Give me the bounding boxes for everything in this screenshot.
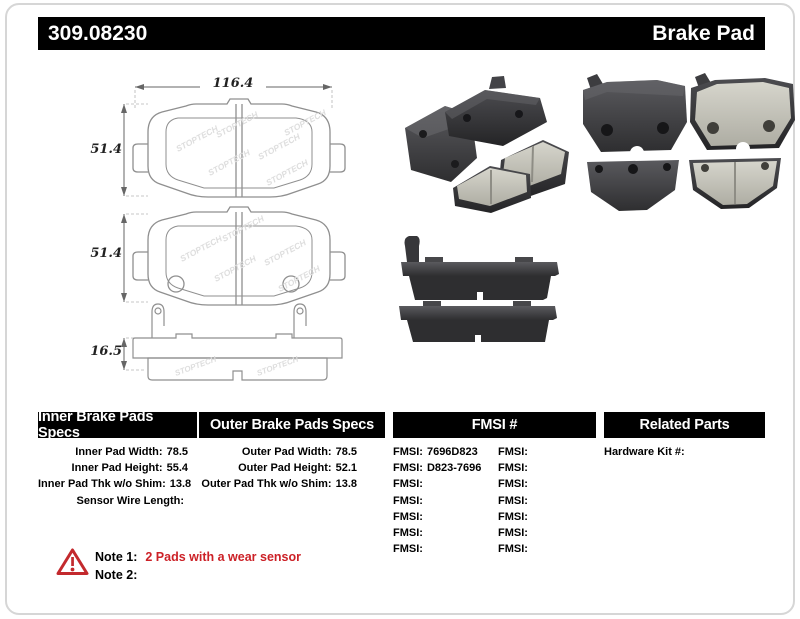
spec-row — [38, 476, 192, 492]
fmsi-label: FMSI: — [393, 462, 423, 475]
header-bar — [38, 17, 765, 50]
spec-row — [38, 460, 188, 476]
svg-text:STOPTECH: STOPTECH — [178, 233, 224, 264]
svg-text:STOPTECH: STOPTECH — [220, 213, 266, 244]
fmsi-row — [498, 460, 593, 476]
spec-row — [38, 493, 188, 509]
product-photos — [395, 70, 800, 360]
svg-text:STOPTECH: STOPTECH — [173, 354, 218, 378]
related-row — [604, 444, 765, 460]
spec-value: 55.4 — [166, 462, 188, 475]
page-title: Brake Pad — [652, 21, 755, 45]
fmsi-label: FMSI: — [498, 494, 528, 507]
spec-row — [199, 476, 357, 492]
inner-specs-header: Inner Brake Pads Specs — [38, 412, 197, 438]
stoptech-watermark — [174, 107, 328, 188]
outer-specs-column — [199, 444, 357, 493]
fmsi-row — [393, 493, 495, 509]
fmsi-row — [393, 476, 495, 492]
spec-row — [199, 460, 357, 476]
svg-text:STOPTECH: STOPTECH — [174, 123, 220, 154]
svg-text:STOPTECH: STOPTECH — [212, 253, 258, 284]
note-2 — [95, 566, 301, 584]
fmsi-label: FMSI: — [393, 494, 423, 507]
related-parts-column — [604, 444, 765, 460]
svg-text:STOPTECH: STOPTECH — [255, 354, 300, 378]
fmsi-label: FMSI: — [498, 527, 528, 540]
fmsi-label: FMSI: — [393, 543, 423, 556]
photo-pad-group-grid — [583, 73, 795, 211]
fmsi-row — [393, 444, 495, 460]
dimension-outer-height-label: 51.4 — [90, 142, 122, 157]
fmsi-column-1 — [393, 444, 495, 557]
svg-text:STOPTECH: STOPTECH — [264, 157, 310, 188]
fmsi-row — [393, 509, 495, 525]
fmsi-label: FMSI: — [393, 478, 423, 491]
inner-specs-column — [38, 444, 192, 509]
svg-text:STOPTECH: STOPTECH — [262, 237, 308, 268]
pad-side-view-drawing — [133, 304, 342, 380]
spec-row — [38, 444, 188, 460]
spec-label: Sensor Wire Length: — [76, 494, 184, 507]
photo-pad-group-scattered — [405, 76, 569, 213]
spec-value: 78.5 — [166, 446, 188, 458]
photo-pad-group-side — [399, 236, 559, 342]
spec-label: Outer Pad Height: — [238, 462, 332, 475]
fmsi-column-2 — [498, 444, 593, 557]
svg-text:STOPTECH: STOPTECH — [206, 147, 252, 178]
spec-label: Outer Pad Thk w/o Shim: — [201, 478, 332, 491]
related-parts-header: Related Parts — [604, 412, 765, 438]
fmsi-row — [498, 493, 593, 509]
fmsi-row — [393, 541, 495, 557]
svg-text:STOPTECH: STOPTECH — [282, 107, 328, 138]
fmsi-value: 7696D823 — [426, 446, 478, 458]
fmsi-label: FMSI: — [498, 446, 528, 458]
fmsi-row — [498, 476, 593, 492]
note-1-label: Note 1: — [95, 550, 138, 564]
fmsi-row — [498, 541, 593, 557]
svg-text:STOPTECH: STOPTECH — [214, 109, 260, 140]
inner-pad-drawing — [133, 207, 345, 305]
spec-label: Inner Pad Height: — [71, 462, 163, 475]
fmsi-row — [393, 460, 495, 476]
fmsi-label: FMSI: — [498, 478, 528, 491]
fmsi-row — [498, 509, 593, 525]
fmsi-row — [498, 444, 593, 460]
svg-text:STOPTECH: STOPTECH — [256, 131, 302, 162]
stoptech-watermark — [178, 213, 322, 294]
dimension-inner-height-label: 51.4 — [90, 246, 122, 261]
spec-row — [199, 444, 357, 460]
spec-label: Inner Pad Thk w/o Shim: — [38, 478, 166, 491]
part-number: 309.08230 — [48, 21, 148, 45]
spec-value: 52.1 — [335, 462, 357, 475]
note-1-text: 2 Pads with a wear sensor — [145, 550, 301, 564]
fmsi-label: FMSI: — [393, 446, 423, 458]
fmsi-label: FMSI: — [393, 510, 423, 523]
warning-icon — [56, 547, 89, 577]
fmsi-value: D823-7696 — [426, 462, 482, 475]
note-1 — [95, 548, 301, 566]
spec-label: Inner Pad Width: — [75, 446, 163, 458]
spec-value: 13.8 — [169, 478, 192, 491]
spec-value: 78.5 — [335, 446, 357, 458]
svg-text:STOPTECH: STOPTECH — [276, 263, 322, 294]
spec-value: 13.8 — [335, 478, 357, 491]
fmsi-label: FMSI: — [498, 462, 528, 475]
dimension-width-label: 116.4 — [212, 76, 254, 91]
related-label: Hardware Kit #: — [604, 446, 685, 458]
fmsi-label: FMSI: — [498, 543, 528, 556]
notes-block — [95, 548, 301, 584]
fmsi-row — [393, 525, 495, 541]
fmsi-label: FMSI: — [498, 510, 528, 523]
fmsi-row — [498, 525, 593, 541]
outer-specs-header: Outer Brake Pads Specs — [199, 412, 385, 438]
note-2-label: Note 2: — [95, 568, 138, 582]
dimension-thickness-label: 16.5 — [90, 344, 122, 359]
spec-label: Outer Pad Width: — [241, 446, 332, 458]
fmsi-header: FMSI # — [393, 412, 596, 438]
fmsi-label: FMSI: — [393, 527, 423, 540]
technical-drawings — [90, 68, 360, 390]
